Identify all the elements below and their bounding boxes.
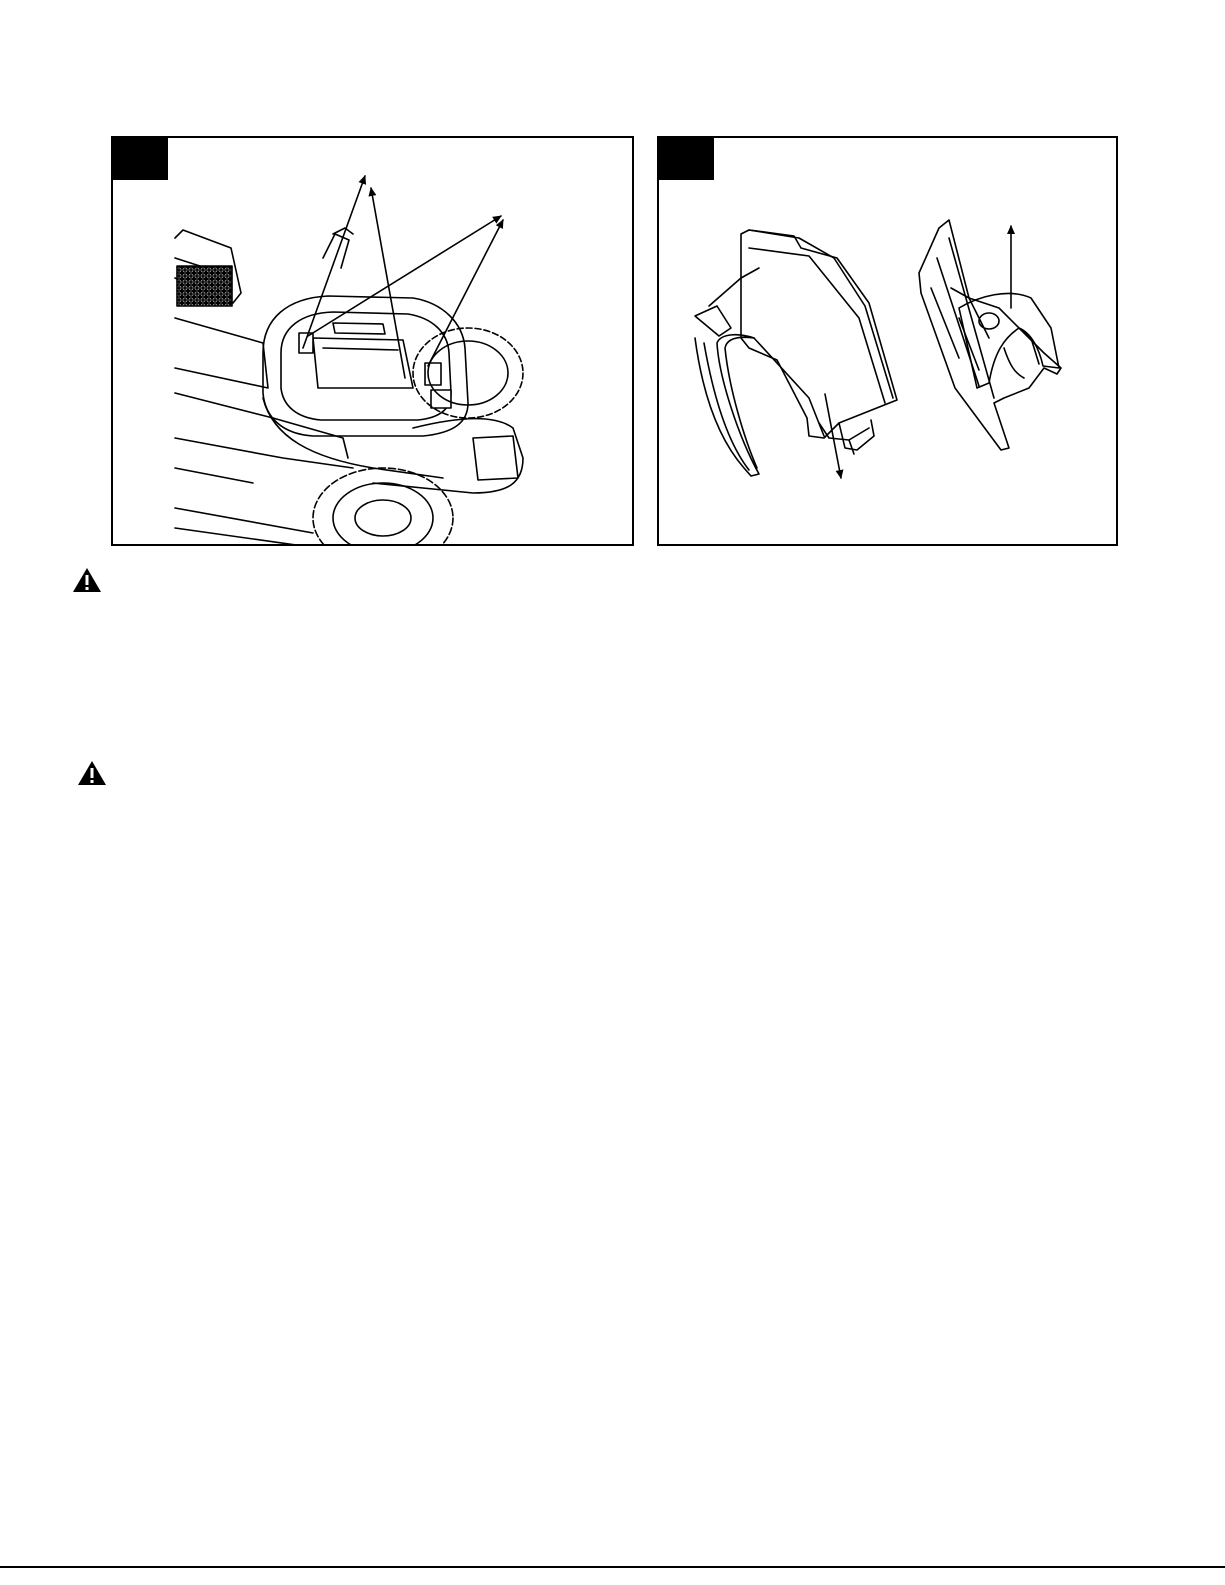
figure-mower <box>111 136 634 546</box>
figure-chute <box>657 136 1118 546</box>
mower-illustration <box>113 138 634 546</box>
warning-triangle-icon <box>72 567 102 593</box>
warning-triangle-icon <box>77 760 107 786</box>
chute-illustration <box>659 138 1118 546</box>
footer-rule <box>0 1566 1225 1568</box>
